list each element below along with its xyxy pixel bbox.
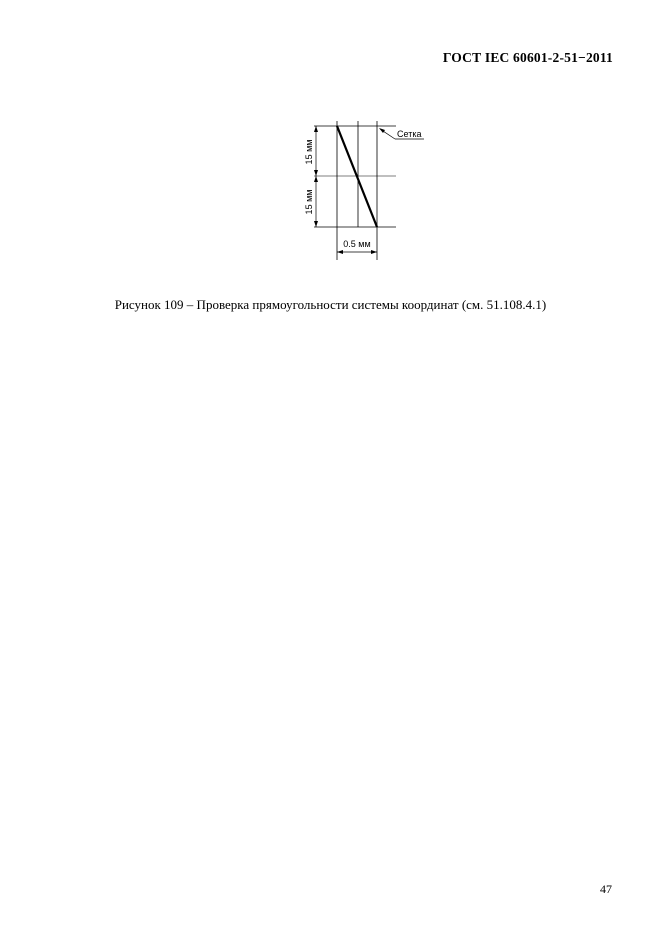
squareness-diagram <box>300 118 440 268</box>
dim-arrow-top <box>314 126 318 132</box>
figure-109 <box>300 118 440 268</box>
page-number: 47 <box>600 882 612 896</box>
grid-callout-arrowhead <box>379 128 385 133</box>
dimension-label-lower: 15 мм <box>304 189 314 215</box>
figure-caption: Рисунок 109 – Проверка прямоугольности системы координат (см. 51.108.4.1) <box>114 297 547 312</box>
measured-diagonal <box>337 126 377 227</box>
grid-label: Сетка <box>397 129 422 139</box>
document-header: ГОСТ IEC 60601-2-51−2011 <box>442 50 613 65</box>
dim-arrow-mid-down <box>314 176 318 182</box>
dimension-label-upper: 15 мм <box>304 139 314 165</box>
dim-arrow-right <box>371 250 377 254</box>
dim-arrow-mid-up <box>314 170 318 176</box>
dim-arrow-left <box>337 250 343 254</box>
dim-arrow-bottom <box>314 221 318 227</box>
dimension-label-width: 0.5 мм <box>343 239 371 249</box>
